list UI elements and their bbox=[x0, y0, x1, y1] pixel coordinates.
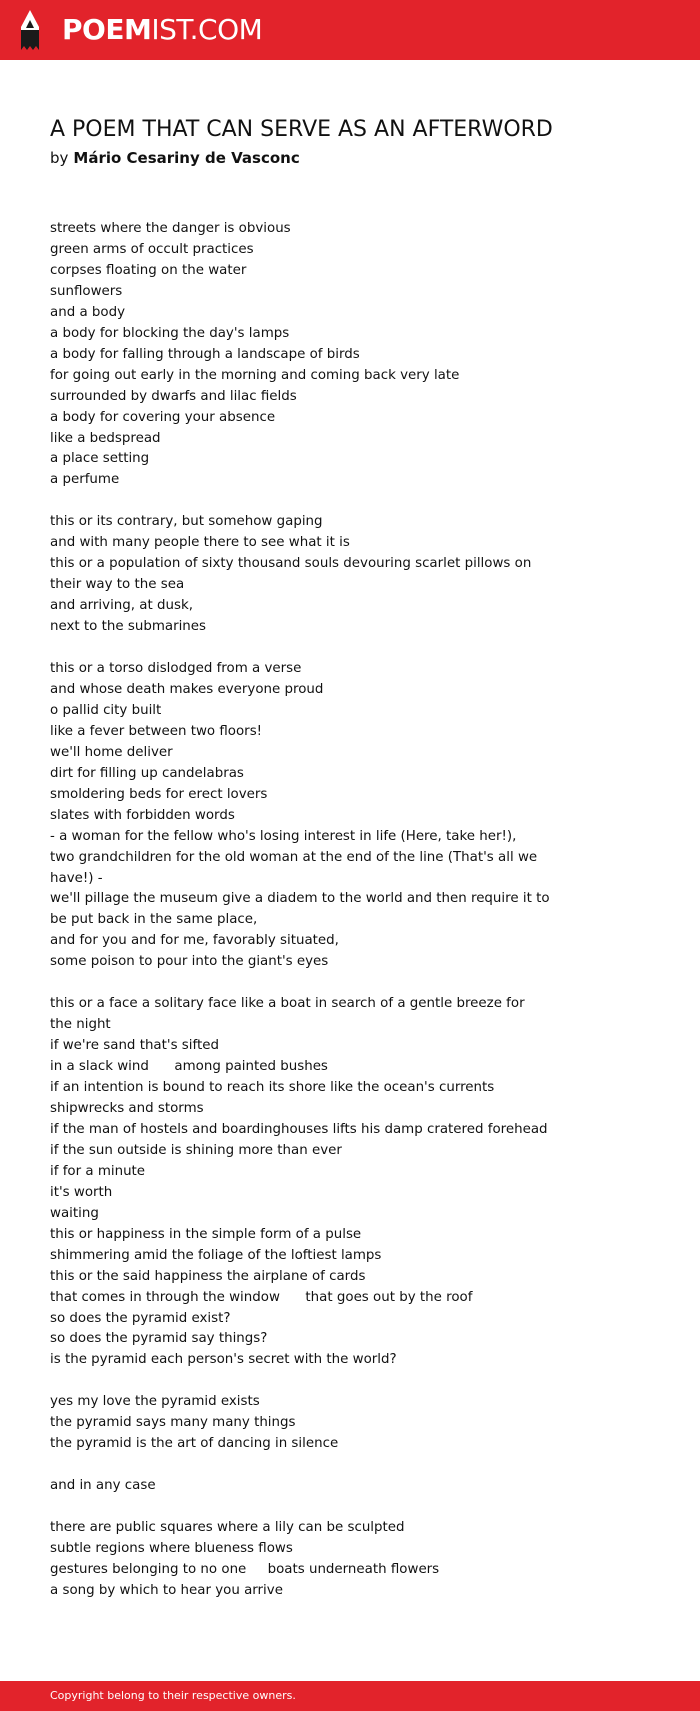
poem-line: and in any case bbox=[50, 1478, 156, 1494]
site-footer bbox=[0, 1681, 700, 1711]
poem-line: a place setting bbox=[50, 451, 150, 467]
poem-line: and with many people there to see what it is bbox=[50, 535, 350, 551]
poem-line: this or a torso dislodged from a verse bbox=[50, 660, 302, 676]
poem-line: o pallid city built bbox=[50, 702, 162, 718]
poem-line: two grandchildren for the old woman at the end of the line (That's all we bbox=[50, 849, 538, 865]
poem-title: A POEM THAT CAN SERVE AS AN AFTERWORD bbox=[50, 117, 553, 142]
poem-line: if we're sand that's sifted bbox=[50, 1038, 219, 1054]
poem-line: surrounded by dwarfs and lilac fields bbox=[50, 388, 297, 404]
poem-line: the pyramid is the art of dancing in silence bbox=[50, 1436, 339, 1452]
poem-line: this or its contrary, but somehow gaping bbox=[50, 514, 323, 530]
poem-line: next to the submarines bbox=[50, 619, 206, 635]
poem-line: streets where the danger is obvious bbox=[50, 221, 291, 236]
poem-line: so does the pyramid exist? bbox=[50, 1310, 231, 1326]
site-logo[interactable] bbox=[62, 13, 262, 47]
copyright-text: Copyright belong to their respective owners. bbox=[50, 1689, 296, 1702]
poem-line: if for a minute bbox=[50, 1163, 146, 1179]
poem-line: like a fever between two floors! bbox=[50, 723, 263, 739]
poem-line: shimmering amid the foliage of the loftiest lamps bbox=[50, 1247, 382, 1263]
poem-body bbox=[50, 219, 570, 1602]
poem-stanza bbox=[50, 512, 570, 638]
poem-line: yes my love the pyramid exists bbox=[50, 1394, 260, 1410]
poem-line: it's worth bbox=[50, 1184, 113, 1200]
logo-light-text: IST.COM bbox=[151, 13, 263, 46]
pencil-nib-icon[interactable] bbox=[17, 10, 43, 52]
poem-line: a body for falling through a landscape of birds bbox=[50, 346, 360, 362]
poem-line: if the man of hostels and boardinghouses lifts his damp cratered forehead bbox=[50, 1121, 548, 1137]
poem-stanza bbox=[50, 219, 570, 491]
poem-line: sunflowers bbox=[50, 283, 123, 299]
poem-line: a song by which to hear you arrive bbox=[50, 1582, 283, 1598]
poem-line: in a slack wind among painted bushes bbox=[50, 1059, 328, 1075]
poem-stanza bbox=[50, 994, 570, 1371]
poem-line: that comes in through the window that goes out by the roof bbox=[50, 1289, 473, 1305]
poem-line: and a body bbox=[50, 304, 126, 320]
poem-line: be put back in the same place, bbox=[50, 912, 258, 928]
poem-stanza bbox=[50, 1392, 570, 1455]
poem-line: is the pyramid each person's secret with the world? bbox=[50, 1352, 397, 1368]
poem-line: the night bbox=[50, 1017, 111, 1033]
poem-line: so does the pyramid say things? bbox=[50, 1331, 268, 1347]
poem-line: subtle regions where blueness flows bbox=[50, 1540, 293, 1556]
poem-line: if an intention is bound to reach its shore like the ocean's currents bbox=[50, 1080, 495, 1096]
poem-stanza bbox=[50, 1476, 570, 1497]
poem-line: a body for covering your absence bbox=[50, 409, 276, 425]
site-header bbox=[0, 0, 700, 60]
byline bbox=[50, 148, 300, 168]
poem-line: dirt for filling up candelabras bbox=[50, 765, 244, 781]
author-name[interactable]: Mário Cesariny de Vasconc bbox=[73, 149, 300, 167]
poem-line: if the sun outside is shining more than ever bbox=[50, 1142, 342, 1158]
poem-line: like a bedspread bbox=[50, 430, 161, 446]
poem-line: corpses floating on the water bbox=[50, 262, 247, 278]
poem-line: smoldering beds for erect lovers bbox=[50, 786, 268, 802]
poem-line: and arriving, at dusk, bbox=[50, 598, 193, 614]
poem-line: the pyramid says many many things bbox=[50, 1415, 296, 1431]
poem-stanza bbox=[50, 1518, 570, 1602]
logo-bold-text: POEM bbox=[62, 13, 152, 46]
poem-line: this or the said happiness the airplane of cards bbox=[50, 1268, 366, 1284]
poem-line: there are public squares where a lily can be sculpted bbox=[50, 1520, 405, 1535]
poem-line: waiting bbox=[50, 1205, 99, 1221]
poem-stanza bbox=[50, 659, 570, 973]
poem-line: slates with forbidden words bbox=[50, 807, 235, 823]
poem-line: this or a population of sixty thousand souls devouring scarlet pillows on bbox=[50, 556, 532, 572]
poem-line: green arms of occult practices bbox=[50, 241, 254, 257]
poem-line: a perfume bbox=[50, 472, 120, 488]
poem-line: their way to the sea bbox=[50, 577, 185, 593]
poem-line: this or a face a solitary face like a boat in search of a gentle breeze for bbox=[50, 996, 525, 1012]
poem-line: have!) - bbox=[50, 870, 103, 886]
poem-line: some poison to pour into the giant's eyes bbox=[50, 954, 329, 970]
by-label: by bbox=[50, 149, 69, 167]
poem-line: a body for blocking the day's lamps bbox=[50, 325, 290, 341]
poem-line: we'll home deliver bbox=[50, 744, 173, 760]
poem-line: - a woman for the fellow who's losing interest in life (Here, take her!), bbox=[50, 828, 517, 844]
poem-line: we'll pillage the museum give a diadem to the world and then require it to bbox=[50, 891, 550, 907]
poem-line: gestures belonging to no one boats underneath flowers bbox=[50, 1561, 440, 1577]
poem-line: and for you and for me, favorably situated, bbox=[50, 933, 339, 949]
poem-line: for going out early in the morning and coming back very late bbox=[50, 367, 460, 383]
poem-line: and whose death makes everyone proud bbox=[50, 681, 324, 697]
poem-line: this or happiness in the simple form of a pulse bbox=[50, 1226, 362, 1242]
poem-line: shipwrecks and storms bbox=[50, 1100, 204, 1116]
